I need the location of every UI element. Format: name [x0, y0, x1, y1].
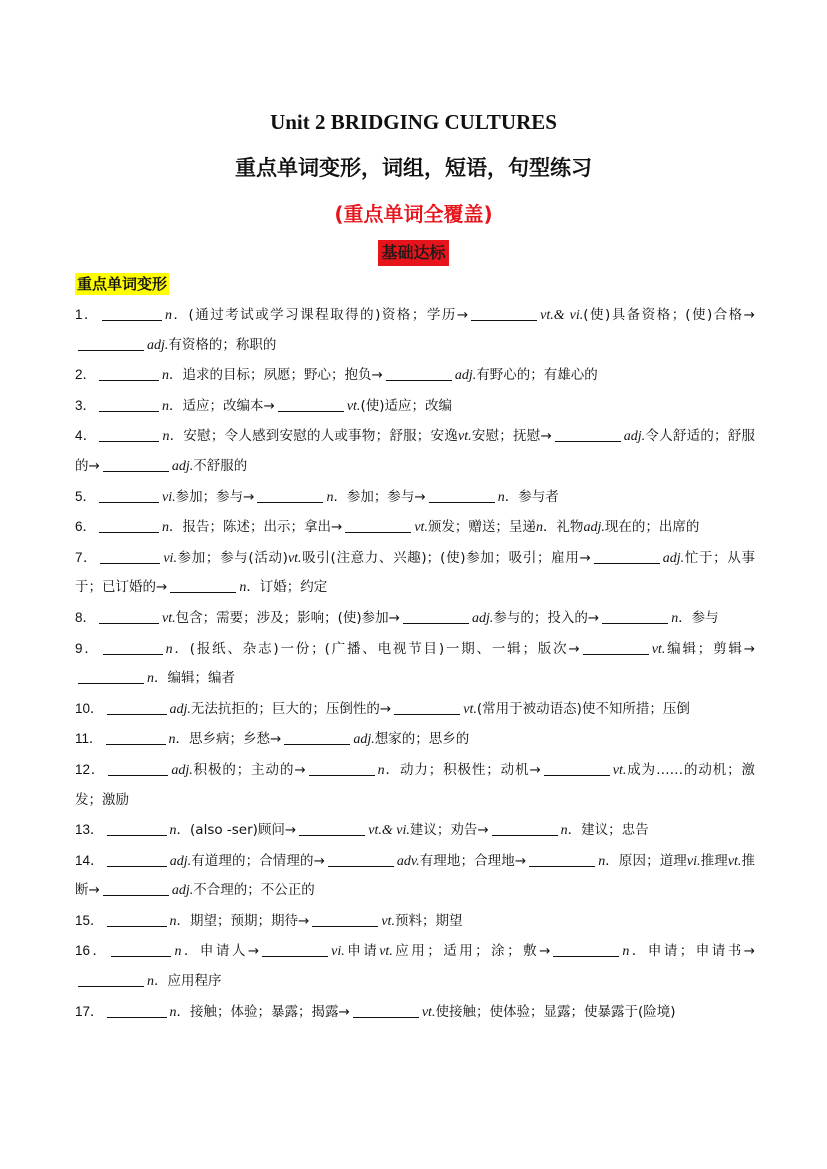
- answer-blank[interactable]: [278, 397, 344, 412]
- answer-blank[interactable]: [107, 1003, 167, 1018]
- part-of-speech: adj.: [169, 701, 191, 717]
- part-of-speech: vt.: [463, 701, 477, 717]
- definition-text: ．参加；参与→: [333, 488, 426, 505]
- answer-blank[interactable]: [602, 609, 668, 624]
- definition-text: ．编辑；编者: [154, 670, 235, 687]
- part-of-speech: n: [497, 489, 505, 505]
- definition-text: 使接触；使体验；显露；使暴露于(险境): [435, 1003, 676, 1020]
- definition-text: 有资格的；称职的: [168, 336, 277, 353]
- page-subtitle: 重点单词变形，词组，短语，句型练习: [235, 156, 592, 180]
- exercise-item: [75, 997, 755, 1028]
- part-of-speech: adj.: [147, 337, 169, 353]
- answer-blank[interactable]: [99, 518, 159, 533]
- part-of-speech: adj.: [169, 853, 192, 869]
- definition-text: ．参与者: [504, 488, 559, 505]
- answer-blank[interactable]: [429, 488, 495, 503]
- definition-text: 有道理的；合情理的→: [191, 852, 325, 869]
- part-of-speech: vi.: [163, 550, 177, 566]
- definition-text: 参与的；投入的→: [493, 609, 600, 626]
- item-number: 17．: [75, 1003, 104, 1019]
- answer-blank[interactable]: [78, 669, 144, 684]
- answer-blank[interactable]: [583, 640, 649, 655]
- answer-blank[interactable]: [99, 609, 159, 624]
- exercise-item: [75, 815, 755, 846]
- item-number: 3．: [75, 397, 97, 413]
- exercise-item: [75, 724, 755, 755]
- answer-blank[interactable]: [529, 852, 595, 867]
- part-of-speech: n: [560, 823, 568, 839]
- answer-blank[interactable]: [492, 821, 558, 836]
- answer-blank[interactable]: [471, 306, 537, 321]
- definition-text: 参加；参与→: [175, 488, 255, 505]
- answer-blank[interactable]: [100, 549, 160, 564]
- item-number: 1．: [75, 307, 99, 322]
- part-of-speech: adj.: [171, 883, 194, 899]
- exercise-item: [75, 936, 755, 996]
- exercise-item: [75, 360, 755, 391]
- part-of-speech: n: [169, 913, 177, 929]
- definition-text: (使)具备资格；(使)合格→: [583, 307, 755, 323]
- definition-text: ．(报纸、杂志)一份；(广播、电视节目)一期、一辑；版次→: [172, 640, 580, 657]
- exercise-item: [75, 755, 755, 815]
- part-of-speech: vt.: [379, 944, 393, 960]
- answer-blank[interactable]: [262, 942, 328, 957]
- part-of-speech: adj.: [583, 520, 605, 536]
- definition-text: ．(also -ser)顾问→: [176, 822, 297, 839]
- part-of-speech: n: [622, 944, 630, 960]
- part-of-speech: adj.: [623, 429, 646, 445]
- item-number: 4．: [75, 428, 97, 444]
- part-of-speech: adj.: [171, 458, 194, 474]
- item-number: 10．: [75, 700, 104, 716]
- answer-blank[interactable]: [103, 881, 169, 896]
- answer-blank[interactable]: [309, 761, 375, 776]
- part-of-speech: n: [174, 944, 182, 960]
- item-number: 11．: [75, 731, 103, 747]
- level-badge: 基础达标: [378, 240, 448, 266]
- part-of-speech: n: [169, 1004, 177, 1020]
- answer-blank[interactable]: [312, 912, 378, 927]
- answer-blank[interactable]: [553, 942, 619, 957]
- part-of-speech: n: [326, 489, 334, 505]
- part-of-speech: vt.: [162, 610, 176, 626]
- part-of-speech: n: [165, 308, 172, 323]
- answer-blank[interactable]: [108, 761, 168, 776]
- part-of-speech: n: [377, 762, 385, 778]
- part-of-speech: n: [147, 974, 154, 990]
- definition-text: (使)适应；改编: [360, 397, 452, 414]
- item-number: 7．: [75, 549, 98, 565]
- answer-blank[interactable]: [107, 821, 167, 836]
- definition-text: 申请: [344, 943, 380, 960]
- answer-blank[interactable]: [328, 852, 394, 867]
- part-of-speech: adj.: [171, 762, 193, 778]
- item-number: 15．: [75, 912, 104, 928]
- definition-text: 令人舒适的；舒服的→: [75, 428, 756, 474]
- answer-blank[interactable]: [99, 427, 159, 442]
- part-of-speech: vt.: [421, 1004, 436, 1020]
- definition-text: 参加；参与(活动): [176, 549, 288, 566]
- definition-text: 有理地；合理地→: [419, 852, 527, 869]
- answer-blank[interactable]: [299, 821, 365, 836]
- definition-text: 颁发；赠送；呈递: [427, 519, 536, 536]
- part-of-speech: n: [162, 429, 170, 445]
- answer-blank[interactable]: [78, 336, 144, 351]
- answer-blank[interactable]: [107, 700, 167, 715]
- answer-blank[interactable]: [403, 609, 469, 624]
- part-of-speech: adj.: [662, 550, 685, 566]
- item-number: 5．: [75, 488, 97, 504]
- part-of-speech: vt.: [381, 913, 395, 929]
- answer-blank[interactable]: [345, 518, 411, 533]
- definition-text: 应用；适用；涂；敷→: [392, 943, 551, 960]
- answer-blank[interactable]: [594, 549, 660, 564]
- part-of-speech: vt.: [414, 520, 428, 536]
- item-number: 14．: [75, 852, 104, 868]
- definition-text: ．安慰；令人感到安慰的人或事物；舒服；安逸: [169, 428, 458, 445]
- item-number: 9．: [75, 640, 100, 656]
- answer-blank[interactable]: [107, 912, 167, 927]
- part-of-speech: vt.: [727, 853, 742, 869]
- part-of-speech: vi.: [331, 944, 345, 960]
- part-of-speech: n: [162, 520, 170, 536]
- answer-blank[interactable]: [544, 761, 610, 776]
- part-of-speech: n: [598, 853, 606, 869]
- part-of-speech: adj.: [353, 732, 375, 748]
- part-of-speech: vi.: [686, 853, 701, 869]
- section-heading: 重点单词变形: [77, 275, 168, 293]
- coverage-note: (重点单词全覆盖): [334, 202, 493, 226]
- definition-text: 安慰；抚慰→: [471, 428, 552, 445]
- part-of-speech: vt.: [612, 762, 627, 778]
- answer-blank[interactable]: [103, 640, 163, 655]
- part-of-speech: vt.& vi.: [368, 823, 410, 839]
- exercise-item: [75, 391, 755, 422]
- part-of-speech: n: [162, 368, 170, 384]
- answer-blank[interactable]: [106, 730, 166, 745]
- item-number: 8．: [75, 609, 97, 625]
- definition-text: ．应用程序: [154, 973, 222, 990]
- exercise-item: [75, 603, 755, 634]
- definition-text: 编辑；剪辑→: [665, 640, 756, 657]
- part-of-speech: vi.: [162, 489, 176, 505]
- definition-text: ．动力；积极性；动机→: [384, 761, 541, 778]
- definition-text: ．订婚；约定: [246, 579, 328, 596]
- answer-blank[interactable]: [107, 852, 167, 867]
- answer-blank[interactable]: [386, 366, 452, 381]
- part-of-speech: n: [165, 641, 173, 657]
- definition-text: 成为……的动机；激发；激励: [75, 761, 756, 808]
- definition-text: ．申请；申请书→: [629, 943, 756, 960]
- definition-text: 推断→: [75, 852, 756, 899]
- definition-text: ．申请人→: [181, 943, 260, 960]
- exercise-item: [75, 482, 755, 513]
- part-of-speech: vt.: [651, 641, 666, 657]
- definition-text: 忙于；从事于；已订婚的→: [75, 549, 755, 596]
- page-title: Unit 2 BRIDGING CULTURES: [270, 110, 557, 134]
- definition-text: ．参与: [678, 609, 719, 626]
- definition-text: 不舒服的: [193, 457, 248, 474]
- part-of-speech: vt.: [287, 550, 302, 566]
- item-number: 16．: [75, 943, 109, 959]
- part-of-speech: adj.: [454, 368, 477, 384]
- answer-blank[interactable]: [394, 700, 460, 715]
- item-number: 6．: [75, 519, 97, 535]
- definition-text: 推理: [700, 852, 728, 869]
- part-of-speech: n: [162, 398, 170, 414]
- part-of-speech: vt.: [458, 429, 472, 445]
- part-of-speech: n: [671, 610, 679, 626]
- part-of-speech: vt.& vi.: [540, 308, 584, 323]
- answer-blank[interactable]: [111, 942, 171, 957]
- part-of-speech: n: [168, 732, 176, 748]
- part-of-speech: n: [535, 520, 543, 536]
- definition-text: 吸引(注意力、兴趣)；(使)参加；吸引；雇用→: [301, 549, 591, 566]
- definition-text: ．(通过考试或学习课程取得的)资格；学历→: [172, 307, 469, 323]
- exercise-item: [75, 694, 755, 725]
- definition-text: ．礼物: [542, 519, 584, 536]
- definition-text: ．接触；体验；暴露；揭露→: [176, 1003, 350, 1020]
- definition-text: (常用于被动语态)使不知所措；压倒: [476, 700, 690, 717]
- answer-blank[interactable]: [257, 488, 323, 503]
- answer-blank[interactable]: [284, 730, 350, 745]
- exercise-item: [75, 543, 755, 603]
- definition-text: ．报告；陈述；出示；拿出→: [169, 519, 343, 536]
- definition-text: 预料；期望: [394, 912, 463, 929]
- answer-blank[interactable]: [99, 488, 159, 503]
- definition-text: ．思乡病；乡愁→: [175, 731, 282, 748]
- answer-blank[interactable]: [78, 972, 144, 987]
- exercise-item: [75, 421, 755, 481]
- definition-text: 建议；劝告→: [409, 822, 489, 839]
- part-of-speech: adv.: [396, 853, 420, 869]
- part-of-speech: n: [147, 671, 154, 687]
- definition-text: 现在的；出席的: [604, 519, 700, 536]
- exercise-item: [75, 634, 755, 694]
- definition-text: ．期望；预期；期待→: [176, 912, 310, 929]
- exercise-item: [75, 846, 755, 906]
- answer-blank[interactable]: [102, 306, 162, 321]
- answer-blank[interactable]: [103, 457, 169, 472]
- exercise-item: [75, 300, 755, 360]
- answer-blank[interactable]: [353, 1003, 419, 1018]
- definition-text: ．追求的目标；夙愿；野心；抱负→: [169, 367, 383, 384]
- definition-text: 积极的；主动的→: [192, 761, 306, 778]
- part-of-speech: adj.: [471, 610, 494, 626]
- definition-text: 想家的；思乡的: [374, 731, 470, 748]
- definition-text: 无法抗拒的；巨大的；压倒性的→: [190, 700, 392, 717]
- item-number: 2．: [75, 367, 97, 383]
- exercise-list: [75, 300, 755, 1027]
- part-of-speech: n: [169, 823, 177, 839]
- definition-text: 不合理的；不公正的: [193, 882, 315, 899]
- part-of-speech: vt.: [346, 398, 361, 414]
- answer-blank[interactable]: [99, 397, 159, 412]
- definition-text: ．原因；道理: [605, 852, 687, 869]
- definition-text: ．建议；忠告: [567, 822, 649, 839]
- definition-text: 有野心的；有雄心的: [476, 367, 598, 384]
- exercise-item: [75, 512, 755, 543]
- answer-blank[interactable]: [555, 427, 621, 442]
- answer-blank[interactable]: [99, 366, 159, 381]
- answer-blank[interactable]: [170, 578, 236, 593]
- item-number: 13．: [75, 822, 104, 838]
- definition-text: 包含；需要；涉及；影响；(使)参加→: [175, 609, 400, 626]
- definition-text: ．适应；改编本→: [169, 397, 275, 414]
- exercise-item: [75, 906, 755, 937]
- part-of-speech: n: [239, 580, 247, 596]
- item-number: 12．: [75, 761, 106, 777]
